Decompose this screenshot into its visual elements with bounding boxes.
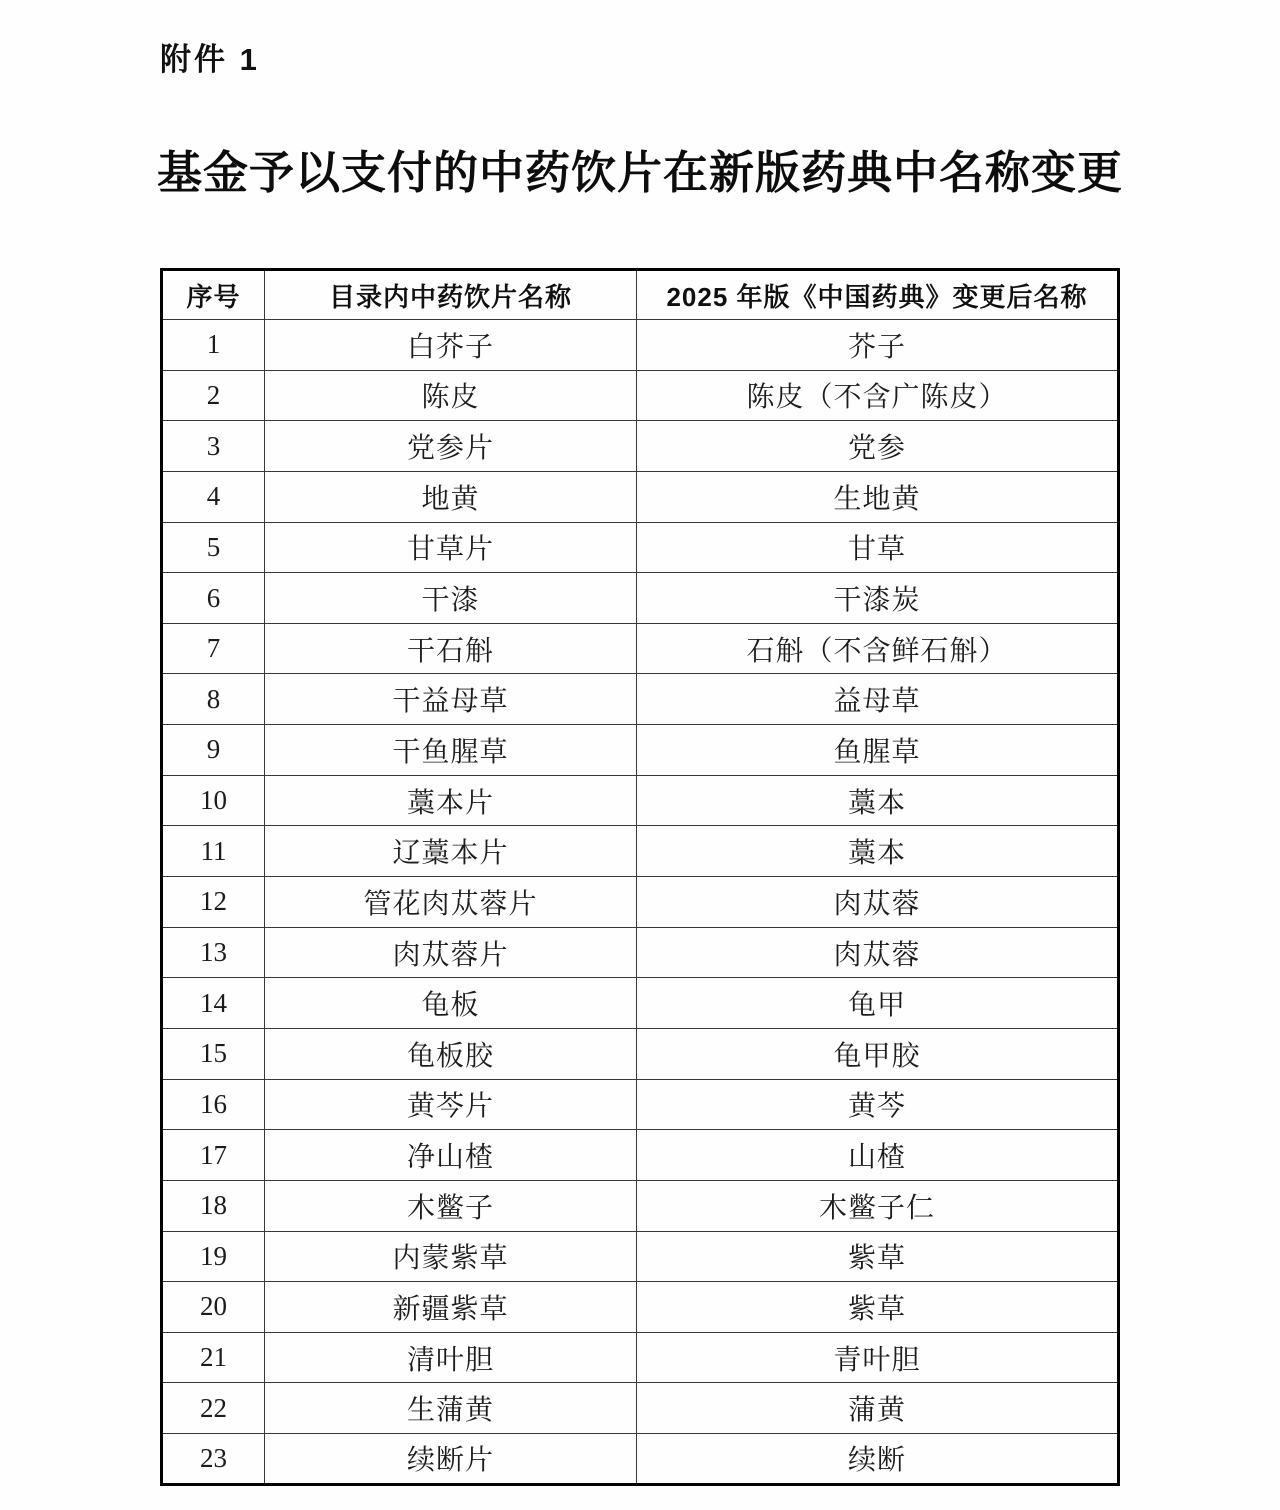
row-number-cell: 11 <box>162 826 265 877</box>
new-name-cell: 干漆炭 <box>637 573 1119 624</box>
row-number-cell: 3 <box>162 421 265 472</box>
table-body <box>162 320 1119 1485</box>
row-number-cell: 12 <box>162 877 265 928</box>
new-name-cell: 芥子 <box>637 320 1119 371</box>
new-name-cell: 续断 <box>637 1434 1119 1485</box>
attachment-label: 附件 1 <box>160 42 260 77</box>
row-number-cell: 14 <box>162 978 265 1029</box>
table-row <box>162 927 1119 978</box>
table-row <box>162 877 1119 928</box>
new-name-cell: 紫草 <box>637 1282 1119 1333</box>
new-name-cell: 青叶胆 <box>637 1332 1119 1383</box>
table-row <box>162 370 1119 421</box>
old-name-cell: 干漆 <box>265 573 637 624</box>
new-name-cell: 藁本 <box>637 826 1119 877</box>
old-name-cell: 陈皮 <box>265 370 637 421</box>
table-row <box>162 826 1119 877</box>
row-number-cell: 9 <box>162 725 265 776</box>
old-name-cell: 木鳖子 <box>265 1180 637 1231</box>
row-number-cell: 10 <box>162 775 265 826</box>
new-name-cell: 紫草 <box>637 1231 1119 1282</box>
old-name-cell: 龟板 <box>265 978 637 1029</box>
old-name-cell: 党参片 <box>265 421 637 472</box>
table-row <box>162 471 1119 522</box>
table-row <box>162 1231 1119 1282</box>
row-number-cell: 18 <box>162 1180 265 1231</box>
row-number-cell: 21 <box>162 1332 265 1383</box>
table-header-row <box>162 270 1119 320</box>
old-name-cell: 内蒙紫草 <box>265 1231 637 1282</box>
old-name-cell: 肉苁蓉片 <box>265 927 637 978</box>
new-name-cell: 藁本 <box>637 775 1119 826</box>
old-name-cell: 甘草片 <box>265 522 637 573</box>
new-name-cell: 生地黄 <box>637 471 1119 522</box>
old-name-cell: 龟板胶 <box>265 1028 637 1079</box>
new-name-cell: 龟甲胶 <box>637 1028 1119 1079</box>
row-number-cell: 13 <box>162 927 265 978</box>
old-name-cell: 干石斛 <box>265 623 637 674</box>
new-name-cell: 肉苁蓉 <box>637 877 1119 928</box>
row-number-cell: 19 <box>162 1231 265 1282</box>
new-name-cell: 鱼腥草 <box>637 725 1119 776</box>
old-name-cell: 白芥子 <box>265 320 637 371</box>
old-name-cell: 干益母草 <box>265 674 637 725</box>
old-name-cell: 黄芩片 <box>265 1079 637 1130</box>
table-row <box>162 674 1119 725</box>
header-serial-number: 序号 <box>162 270 265 320</box>
table-row <box>162 1028 1119 1079</box>
table-row <box>162 1079 1119 1130</box>
new-name-cell: 蒲黄 <box>637 1383 1119 1434</box>
table-row <box>162 1130 1119 1181</box>
row-number-cell: 4 <box>162 471 265 522</box>
name-change-table <box>160 268 1120 1486</box>
table-row <box>162 1434 1119 1485</box>
old-name-cell: 干鱼腥草 <box>265 725 637 776</box>
header-pharmacopoeia-new-name: 2025 年版《中国药典》变更后名称 <box>637 270 1119 320</box>
row-number-cell: 2 <box>162 370 265 421</box>
new-name-cell: 石斛（不含鲜石斛） <box>637 623 1119 674</box>
row-number-cell: 5 <box>162 522 265 573</box>
old-name-cell: 新疆紫草 <box>265 1282 637 1333</box>
new-name-cell: 甘草 <box>637 522 1119 573</box>
table-row <box>162 1180 1119 1231</box>
row-number-cell: 23 <box>162 1434 265 1485</box>
table-row <box>162 320 1119 371</box>
header-catalog-herb-name: 目录内中药饮片名称 <box>265 270 637 320</box>
row-number-cell: 1 <box>162 320 265 371</box>
row-number-cell: 20 <box>162 1282 265 1333</box>
table-row <box>162 573 1119 624</box>
new-name-cell: 益母草 <box>637 674 1119 725</box>
table-row <box>162 978 1119 1029</box>
old-name-cell: 净山楂 <box>265 1130 637 1181</box>
table-row <box>162 623 1119 674</box>
old-name-cell: 藁本片 <box>265 775 637 826</box>
old-name-cell: 续断片 <box>265 1434 637 1485</box>
table-row <box>162 522 1119 573</box>
row-number-cell: 6 <box>162 573 265 624</box>
row-number-cell: 7 <box>162 623 265 674</box>
row-number-cell: 17 <box>162 1130 265 1181</box>
table-row <box>162 421 1119 472</box>
table-row <box>162 1383 1119 1434</box>
row-number-cell: 8 <box>162 674 265 725</box>
old-name-cell: 清叶胆 <box>265 1332 637 1383</box>
table-row <box>162 775 1119 826</box>
old-name-cell: 辽藁本片 <box>265 826 637 877</box>
new-name-cell: 党参 <box>637 421 1119 472</box>
new-name-cell: 陈皮（不含广陈皮） <box>637 370 1119 421</box>
row-number-cell: 16 <box>162 1079 265 1130</box>
new-name-cell: 木鳖子仁 <box>637 1180 1119 1231</box>
table-row <box>162 1282 1119 1333</box>
row-number-cell: 15 <box>162 1028 265 1079</box>
row-number-cell: 22 <box>162 1383 265 1434</box>
new-name-cell: 山楂 <box>637 1130 1119 1181</box>
old-name-cell: 管花肉苁蓉片 <box>265 877 637 928</box>
new-name-cell: 龟甲 <box>637 978 1119 1029</box>
new-name-cell: 黄芩 <box>637 1079 1119 1130</box>
new-name-cell: 肉苁蓉 <box>637 927 1119 978</box>
table-row <box>162 1332 1119 1383</box>
old-name-cell: 生蒲黄 <box>265 1383 637 1434</box>
table-row <box>162 725 1119 776</box>
page-title: 基金予以支付的中药饮片在新版药典中名称变更 <box>156 148 1123 198</box>
old-name-cell: 地黄 <box>265 471 637 522</box>
